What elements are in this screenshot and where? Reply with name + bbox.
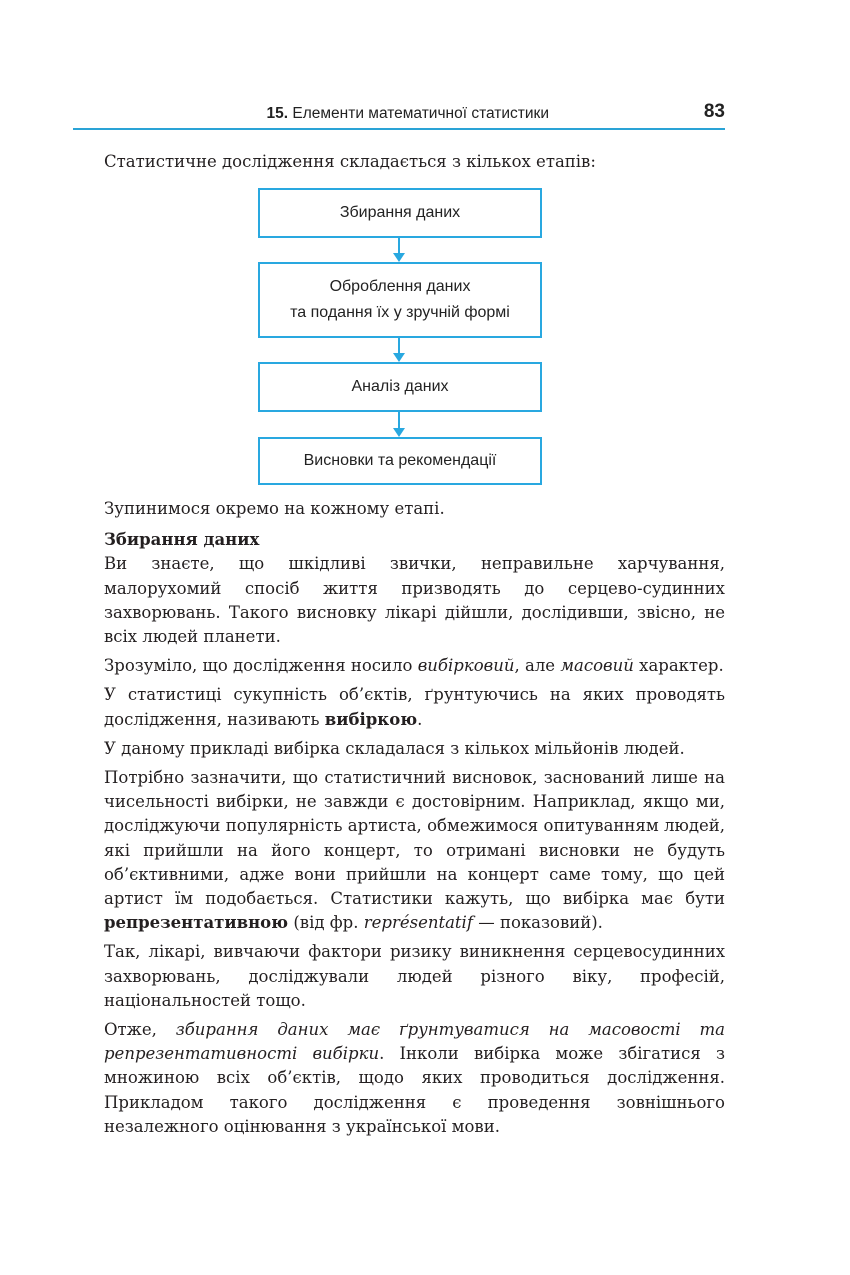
page-number: 83 [703, 101, 725, 122]
text-run: Потрібно зазначити, що статистичний висновок, заснований лише на чисельності вибірки, не завжди є достовірним. Наприклад, якщо ми, досліджуючи популярність артиста, обмежимося опитуванням людей, які прийшли на його концерт, то отримані висновки не будуть об’єктивними, адже вони прийшли на концерт саме тому, що цей артист їм подобається. Статистики кажуть, що вибірка має бути [104, 768, 725, 909]
text-run: , але [514, 656, 561, 676]
flow-step-conclude [258, 437, 542, 485]
body-text [104, 497, 725, 1139]
paragraph [104, 1018, 725, 1139]
paragraph: Так, лікарі, вивчаючи фактори ризику виникнення серцевосудинних захворювань, досліджували людей різного віку, професій, національностей тощо. [104, 942, 725, 1010]
text-run: . Інколи вибірка може збігатися з множиною всіх об’єктів, щодо яких проводиться дослідження. Прикладом такого дослідження є проведення зовнішнього незалежного оцінювання з української мови. [104, 1044, 725, 1136]
text-run: — показовий). [472, 913, 603, 933]
flow-step-analyze-label: Аналіз даних [351, 378, 449, 395]
arrow-down-icon [398, 410, 400, 435]
emphasis: représentatif [363, 913, 473, 933]
section-title [267, 105, 549, 123]
running-header [73, 100, 725, 130]
text-run: . [417, 709, 423, 729]
paragraph: Зупинимося окремо на кожному етапі. [104, 499, 445, 518]
text-run: (від фр. [288, 913, 364, 933]
section-number: 15. [266, 105, 289, 122]
term: вибіркою [324, 709, 418, 729]
paragraph [104, 683, 725, 731]
text-run: Отже, [104, 1020, 176, 1040]
flow-step-conclude-label: Висновки та рекомендації [303, 452, 497, 469]
paragraph: У даному прикладі вибірка складалася з кількох мільйонів людей. [104, 738, 685, 758]
flow-step-collect-label: Збирання даних [339, 204, 461, 221]
paragraph [104, 654, 725, 678]
intro-sentence: Статистичне дослідження складається з кількох етапів: [104, 152, 596, 171]
emphasis: вибірковий [417, 656, 515, 676]
emphasis: збирання даних має ґрунтуватися на масовості та репрезентативності вибірки [104, 1020, 725, 1064]
flow-step-process [258, 262, 542, 338]
emphasis: масовий [560, 656, 634, 676]
arrow-down-icon [398, 236, 400, 260]
flow-step-collect [258, 188, 542, 238]
paragraph: Ви знаєте, що шкідливі звички, неправильне харчування, малорухомий спосіб життя призводять до серцево-судинних захворювань. Такого висновку лікарі дійшли, дослідивши, звісно, не всіх людей планети. [104, 554, 725, 647]
subheading-text: Збирання даних [104, 530, 260, 550]
section-title-text: Елементи математичної статистики [292, 105, 549, 122]
text-run: Зрозуміло, що дослідження носило [104, 656, 418, 676]
text-run: характер. [633, 656, 724, 676]
term: репрезентативною [104, 913, 289, 933]
flow-step-process-line1: Оброблення даних [329, 278, 471, 295]
subheading [104, 528, 725, 552]
text-run: У статистиці сукупність об’єктів, ґрунтуючись на яких проводять дослідження, називають [104, 685, 725, 729]
flow-step-analyze [258, 362, 542, 412]
arrow-down-icon [398, 336, 400, 360]
flow-step-process-line2: та подання їх у зручній формі [290, 304, 510, 321]
paragraph [104, 766, 725, 935]
